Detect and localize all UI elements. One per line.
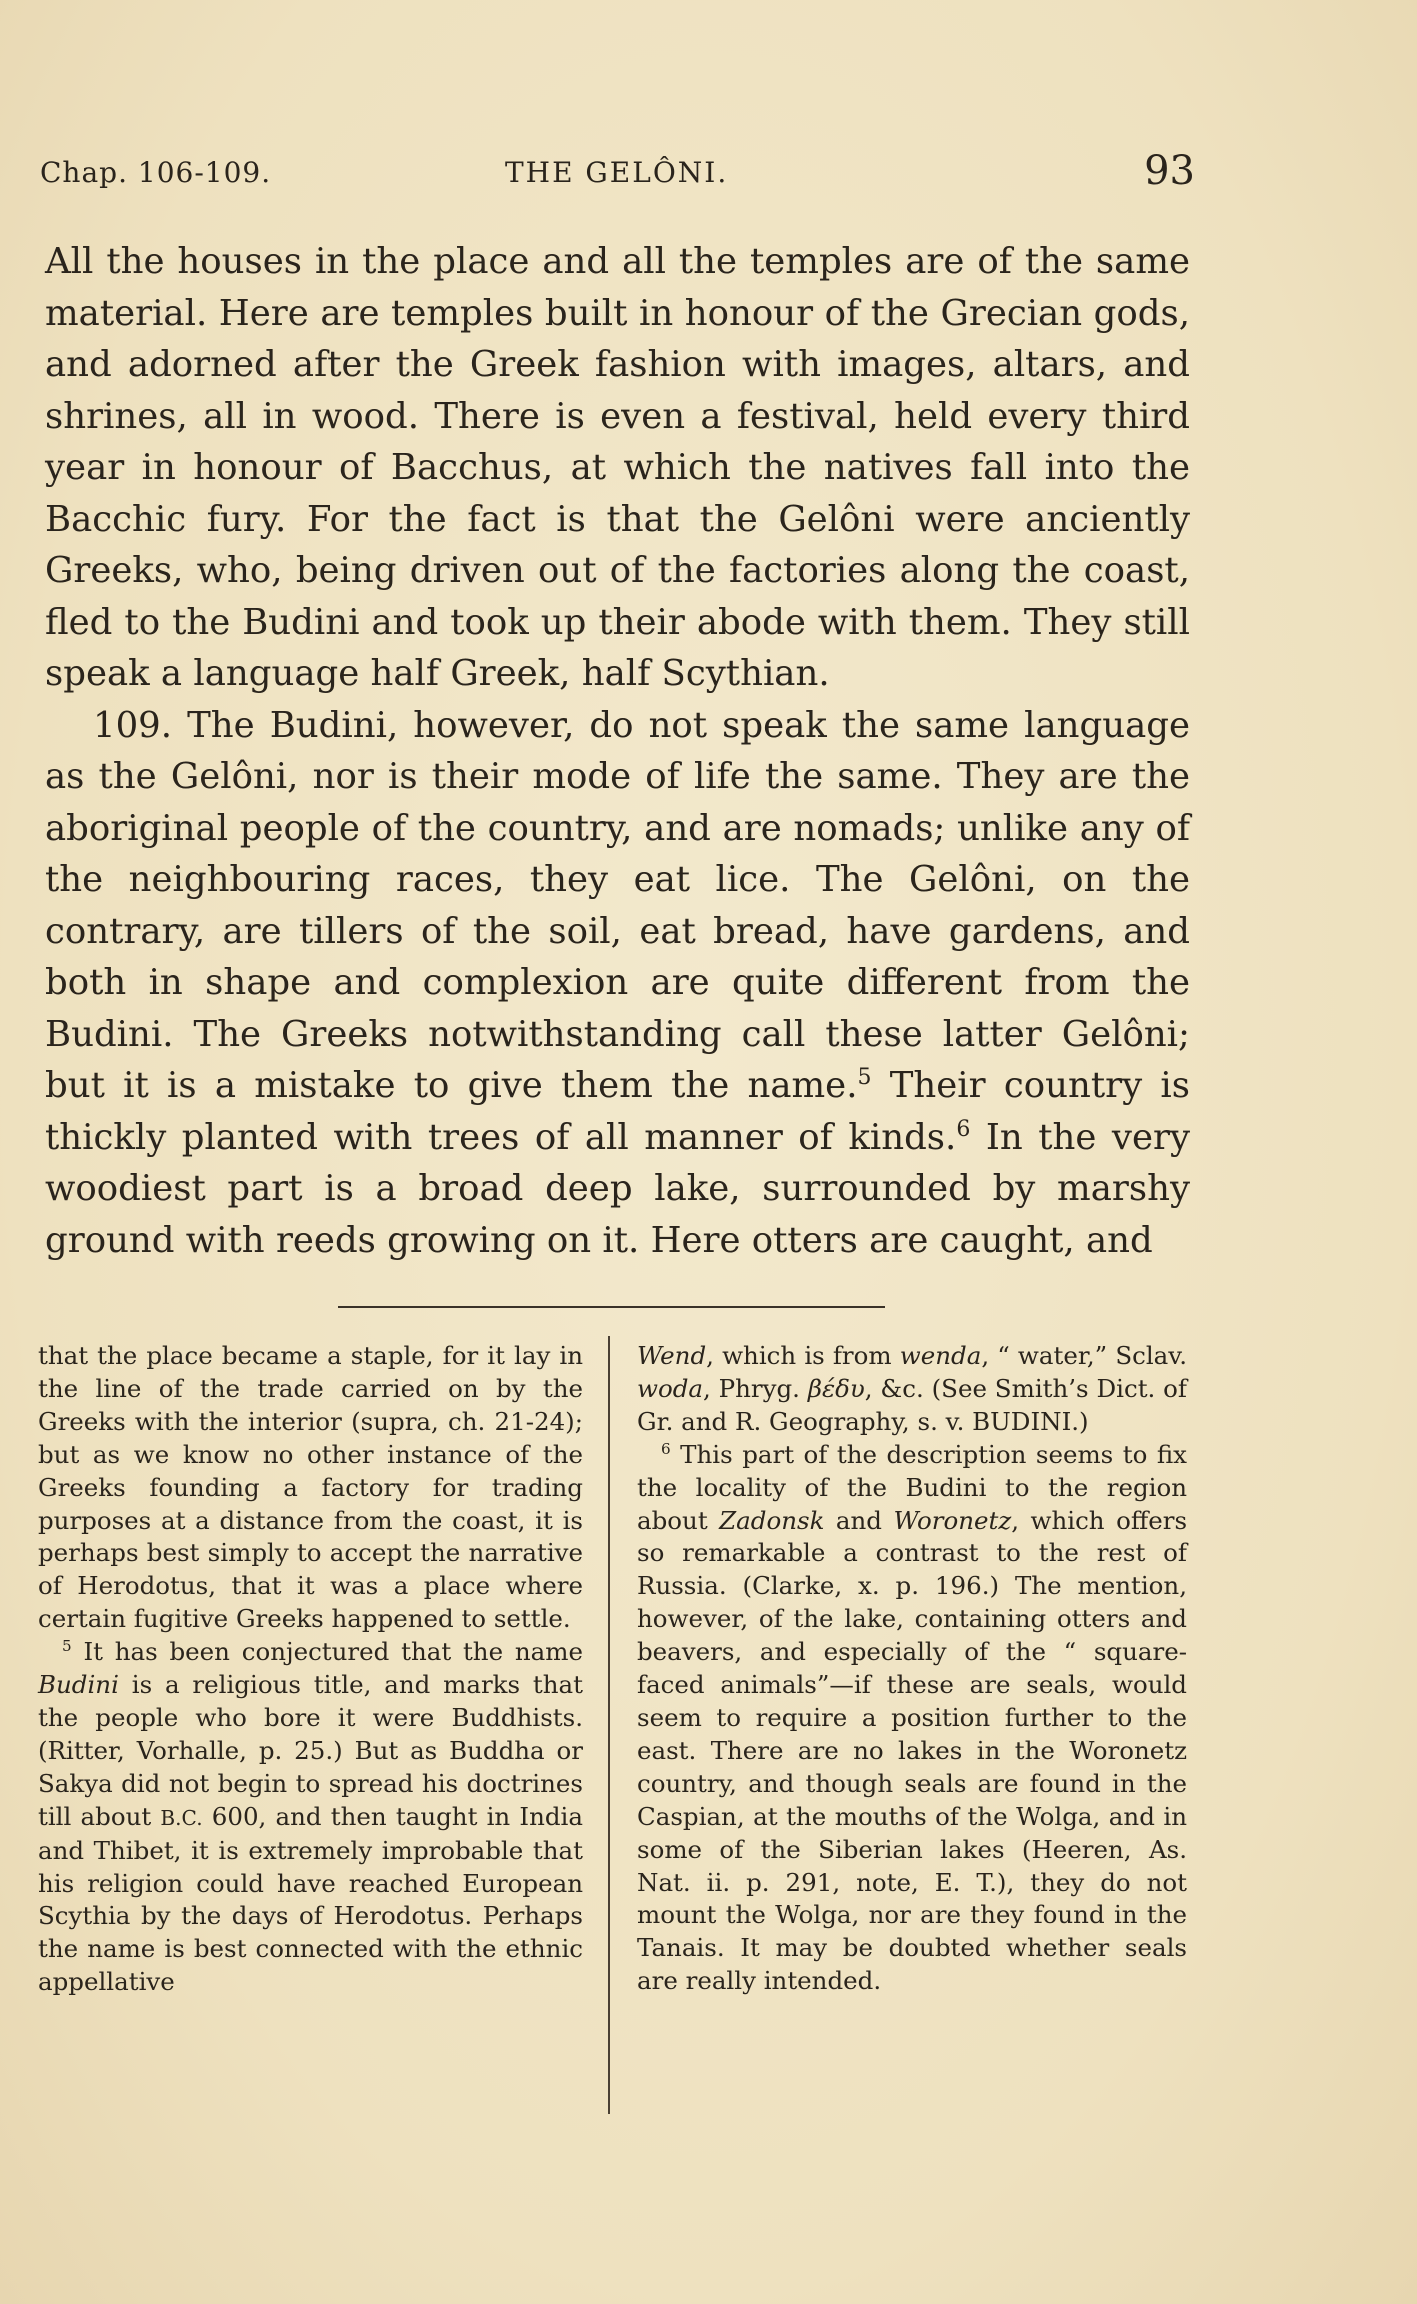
main-text xyxy=(45,236,1190,1266)
footnote-term: wenda xyxy=(899,1341,982,1370)
footnote-continuation: that the place became a staple, for it lay in the line of the trade carried on by the Greeks with the interior (supra, ch. 21-24); but as we know no other instance of the Greeks founding a factory for trading purposes at a distance from the coast, it is perhaps best simply to accept the narrative of Herodotus, that it was a place where certain fugitive Greeks happened to settle. xyxy=(38,1341,583,1634)
footnote-text: , “ water,” Sclav. xyxy=(981,1341,1187,1370)
footnote-text: , &c. (See Smith’s Dict. of Gr. and R. Geography, s. v. BUDINI.) xyxy=(637,1373,1188,1436)
footnote-text: , which is from xyxy=(706,1341,900,1370)
paragraph-109-text-a: 109. The Budini, however, do not speak the same language as the Gelôni, nor is their mode of life the same. They are the aboriginal people of the country, and are nomads; unlike any of the neighbouring races, they eat lice. The Gelôni, on the contrary, are tillers of the soil, eat bread, have gardens, and both in shape and complexion are quite different from the Budini. The Greeks notwithstanding call these latter Gelôni; but it is a mistake to give them the name. xyxy=(45,704,1190,1106)
footnote-6-marker: 6 xyxy=(661,1439,671,1458)
footnote-6-text: , which offers so remarkable a contrast to the rest of Russia. (Clarke, x. p. 196.) The mention, however, of the lake, containing otters and beavers, and especially of the “ square-faced animals”—if these are seals, would seem to require a position further to the east. There are no lakes in the Woronetz country, and though seals are found in the Caspian, at the mouths of the Wolga, and in some of the Siberian lakes (Heeren, As. Nat. ii. p. 291, note, E. T.), they do not mount the Wolga, nor are they found in the Tanais. It may be doubted whether seals are really intended. xyxy=(637,1505,1188,1996)
page-number: 93 xyxy=(1144,148,1195,194)
footnote-5-term: Budini xyxy=(38,1670,119,1700)
footnote-column-divider xyxy=(608,1336,610,2114)
footnote-term: woda xyxy=(637,1373,704,1403)
chapter-title: THE GELÔNI. xyxy=(505,156,729,189)
paragraph-109-text-b: Their country is thickly planted with trees of all manner of kinds. xyxy=(45,1065,1190,1158)
paragraph-109 xyxy=(45,700,1190,1267)
footnote-term: βέδυ xyxy=(807,1373,865,1403)
footnote-6-text: This part of the description seems to fix the locality of the Budini to the region about xyxy=(637,1439,1187,1535)
footnote-5-era: B.C. xyxy=(160,1805,203,1830)
footnote-column-left xyxy=(38,1340,583,1999)
footnote-5-text: is a religious title, and marks that the people who bore it were Buddhists. (Ritter, Vorhalle, p. 25.) But as Buddha or Sakya did not begin to spread his doctrines till about xyxy=(38,1670,583,1831)
footnote-6 xyxy=(637,1439,1187,1998)
footnote-separator-rule xyxy=(338,1306,885,1308)
footnote-5-continuation xyxy=(637,1340,1187,1439)
footnote-5-text: It has been conjectured that the name xyxy=(71,1637,583,1667)
footnote-ref-6[interactable]: 6 xyxy=(956,1116,971,1142)
paragraph-109-text-c: In the very woodiest part is a broad deep lake, surrounded by marshy ground with reeds growing on it. Here otters are caught, and xyxy=(45,1116,1190,1261)
footnote-ref-5[interactable]: 5 xyxy=(857,1065,872,1091)
footnote-column-right xyxy=(637,1340,1187,1998)
footnote-text: , Phryg. xyxy=(703,1373,808,1403)
footnote-5-text: 600, and then taught in India and Thibet, it is extremely improbable that his religion could have reached European Scythia by the days of Herodotus. Perhaps the name is best connected with the ethnic appellative xyxy=(38,1801,583,1997)
chapter-label: Chap. 106-109. xyxy=(40,156,272,189)
footnote-5-marker: 5 xyxy=(62,1637,72,1655)
footnote-6-place: Zadonsk xyxy=(719,1505,825,1535)
footnote-term: Wend xyxy=(637,1341,707,1370)
paragraph-continuation: All the houses in the place and all the temples are of the same material. Here are temples built in honour of the Grecian gods, and adorned after the Greek fashion with images, altars, and shrines, all in wood. There is even a festival, held every third year in honour of Bacchus, at which the natives fall into the Bacchic fury. For the fact is that the Gelôni were anciently Greeks, who, being driven out of the factories along the coast, fled to the Budini and took up their abode with them. They still speak a language half Greek, half Scythian. xyxy=(45,241,1190,694)
footnote-6-text: and xyxy=(824,1505,894,1535)
footnote-6-place: Woronetz xyxy=(893,1505,1012,1535)
running-head xyxy=(40,148,1195,198)
footnote-5 xyxy=(38,1636,583,1999)
